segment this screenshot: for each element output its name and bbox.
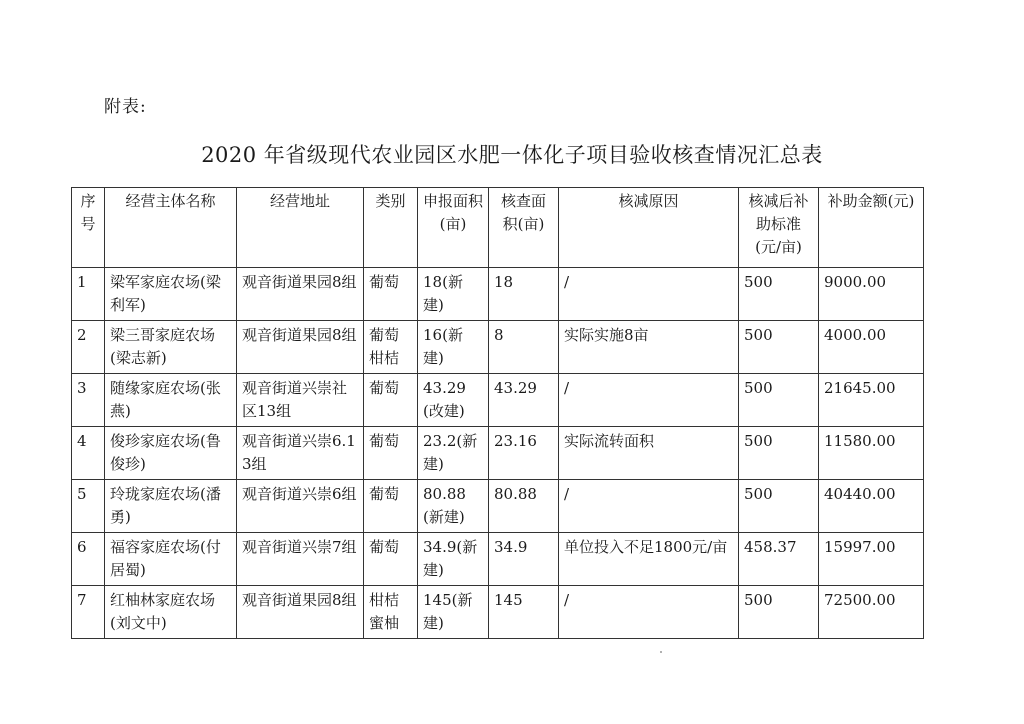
cell-serial-number: 4 — [72, 427, 105, 480]
cell-declared-area: 34.9(新建) — [418, 533, 489, 586]
cell-category: 葡萄 — [364, 427, 418, 480]
cell-entity-name: 随缘家庭农场(张燕) — [105, 374, 237, 427]
cell-entity-name: 梁三哥家庭农场(梁志新) — [105, 321, 237, 374]
cell-address: 观音街道兴崇7组 — [237, 533, 364, 586]
cell-subsidy-standard: 500 — [739, 374, 819, 427]
cell-reduction-reason: / — [559, 268, 739, 321]
table-row — [72, 374, 924, 427]
table-row — [72, 586, 924, 639]
cell-entity-name: 俊珍家庭农场(鲁俊珍) — [105, 427, 237, 480]
cell-subsidy-amount: 72500.00 — [819, 586, 924, 639]
cell-subsidy-standard: 458.37 — [739, 533, 819, 586]
header-entity-name: 经营主体名称 — [105, 188, 237, 268]
cell-serial-number: 1 — [72, 268, 105, 321]
cell-subsidy-amount: 4000.00 — [819, 321, 924, 374]
cell-checked-area: 23.16 — [489, 427, 559, 480]
cell-checked-area: 8 — [489, 321, 559, 374]
cell-subsidy-standard: 500 — [739, 268, 819, 321]
table-row — [72, 427, 924, 480]
cell-subsidy-standard: 500 — [739, 586, 819, 639]
cell-checked-area: 43.29 — [489, 374, 559, 427]
cell-address: 观音街道兴崇6.13组 — [237, 427, 364, 480]
cell-declared-area: 80.88(新建) — [418, 480, 489, 533]
cell-address: 观音街道果园8组 — [237, 586, 364, 639]
cell-address: 观音街道果园8组 — [237, 268, 364, 321]
cell-checked-area: 80.88 — [489, 480, 559, 533]
header-category: 类别 — [364, 188, 418, 268]
header-subsidy-standard: 核减后补助标准(元/亩) — [739, 188, 819, 268]
cell-subsidy-amount: 15997.00 — [819, 533, 924, 586]
cell-serial-number: 5 — [72, 480, 105, 533]
cell-subsidy-amount: 40440.00 — [819, 480, 924, 533]
cell-reduction-reason: 单位投入不足1800元/亩 — [559, 533, 739, 586]
scan-speck — [660, 651, 662, 653]
header-checked-area: 核查面积(亩) — [489, 188, 559, 268]
cell-subsidy-standard: 500 — [739, 427, 819, 480]
document-title: 2020 年省级现代农业园区水肥一体化子项目验收核查情况汇总表 — [201, 143, 823, 167]
cell-checked-area: 34.9 — [489, 533, 559, 586]
cell-serial-number: 7 — [72, 586, 105, 639]
cell-address: 观音街道兴崇社区13组 — [237, 374, 364, 427]
header-declared-area: 申报面积(亩) — [418, 188, 489, 268]
cell-category: 葡萄柑桔 — [364, 321, 418, 374]
annex-label: 附表: — [104, 97, 147, 117]
cell-subsidy-amount: 11580.00 — [819, 427, 924, 480]
cell-subsidy-standard: 500 — [739, 480, 819, 533]
cell-declared-area: 145(新建) — [418, 586, 489, 639]
cell-reduction-reason: 实际实施8亩 — [559, 321, 739, 374]
cell-checked-area: 145 — [489, 586, 559, 639]
table-header-row — [72, 188, 924, 268]
table-row — [72, 268, 924, 321]
cell-serial-number: 2 — [72, 321, 105, 374]
header-serial-number: 序号 — [72, 188, 105, 268]
cell-entity-name: 梁军家庭农场(梁利军) — [105, 268, 237, 321]
cell-reduction-reason: 实际流转面积 — [559, 427, 739, 480]
table-row — [72, 533, 924, 586]
table-row — [72, 480, 924, 533]
cell-declared-area: 18(新建) — [418, 268, 489, 321]
cell-subsidy-amount: 9000.00 — [819, 268, 924, 321]
cell-category: 柑桔蜜柚 — [364, 586, 418, 639]
cell-category: 葡萄 — [364, 480, 418, 533]
cell-category: 葡萄 — [364, 533, 418, 586]
cell-address: 观音街道兴崇6组 — [237, 480, 364, 533]
cell-category: 葡萄 — [364, 268, 418, 321]
cell-checked-area: 18 — [489, 268, 559, 321]
acceptance-summary-table — [71, 187, 924, 639]
cell-reduction-reason: / — [559, 586, 739, 639]
cell-address: 观音街道果园8组 — [237, 321, 364, 374]
cell-subsidy-amount: 21645.00 — [819, 374, 924, 427]
cell-declared-area: 43.29(改建) — [418, 374, 489, 427]
cell-entity-name: 福容家庭农场(付居蜀) — [105, 533, 237, 586]
cell-entity-name: 红柚林家庭农场(刘文中) — [105, 586, 237, 639]
cell-subsidy-standard: 500 — [739, 321, 819, 374]
table-row — [72, 321, 924, 374]
cell-declared-area: 16(新建) — [418, 321, 489, 374]
cell-reduction-reason: / — [559, 480, 739, 533]
header-subsidy-amount: 补助金额(元) — [819, 188, 924, 268]
cell-declared-area: 23.2(新建) — [418, 427, 489, 480]
cell-serial-number: 6 — [72, 533, 105, 586]
cell-reduction-reason: / — [559, 374, 739, 427]
header-address: 经营地址 — [237, 188, 364, 268]
cell-serial-number: 3 — [72, 374, 105, 427]
cell-category: 葡萄 — [364, 374, 418, 427]
cell-entity-name: 玲珑家庭农场(潘勇) — [105, 480, 237, 533]
header-reduction-reason: 核减原因 — [559, 188, 739, 268]
